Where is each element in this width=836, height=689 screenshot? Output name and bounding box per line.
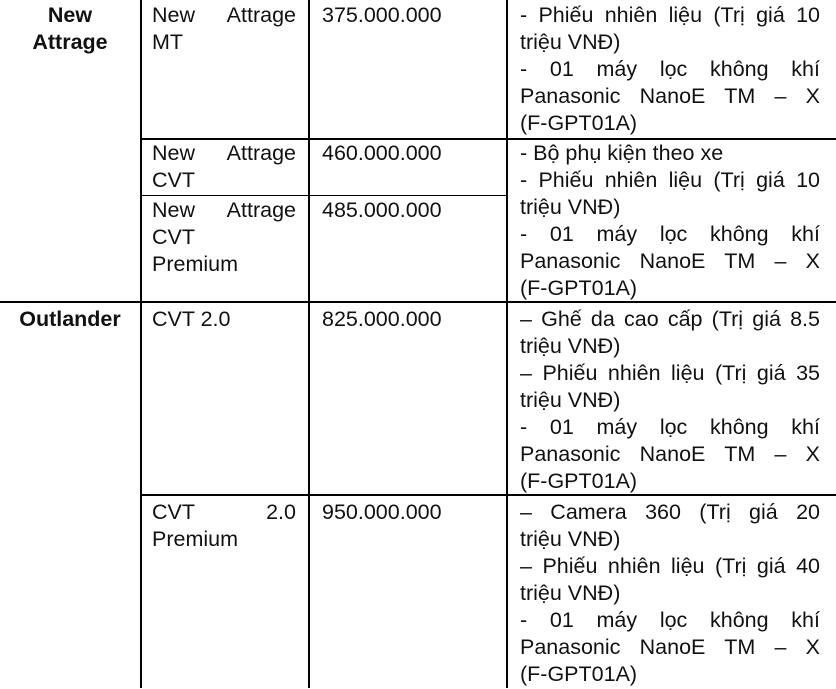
model-name-line: Outlander xyxy=(19,307,121,331)
gift-line: Panasonic NanoE TM – X xyxy=(520,635,820,659)
gift-list xyxy=(520,140,820,302)
price-cell xyxy=(308,195,506,302)
variant-name-line: CVT xyxy=(152,225,195,250)
price-cell xyxy=(308,495,506,689)
variant-cell xyxy=(140,0,308,138)
gift-line: Panasonic NanoE TM – X xyxy=(520,84,820,108)
column-divider xyxy=(506,0,508,688)
variant-cell xyxy=(140,495,308,689)
variant-name-line: New Attrage xyxy=(152,198,296,223)
variant-name xyxy=(152,197,296,278)
row-divider xyxy=(142,195,506,196)
variant-name xyxy=(152,140,296,194)
gift-list xyxy=(520,499,820,688)
gift-line: (F-GPT01A) xyxy=(520,662,638,686)
gift-line: - Bộ phụ kiện theo xe xyxy=(520,141,724,165)
column-divider xyxy=(140,0,142,688)
gift-line: triệu VNĐ) xyxy=(520,30,621,54)
gift-list xyxy=(520,2,820,137)
model-group-cell-new-attrage xyxy=(0,0,140,302)
variant-name xyxy=(152,2,296,56)
variant-name-line: Premium xyxy=(152,252,239,277)
variant-cell xyxy=(140,302,308,495)
price-value: 485.000.000 xyxy=(322,198,442,223)
gift-line: triệu VNĐ) xyxy=(520,388,621,412)
gift-line: triệu VNĐ) xyxy=(520,527,621,551)
variant-name-line: CVT xyxy=(152,168,195,192)
table-row xyxy=(0,0,836,138)
gift-cell xyxy=(506,138,836,302)
gift-line: (F-GPT01A) xyxy=(520,276,638,300)
gift-line: - Phiếu nhiên liệu (Trị giá 10 xyxy=(520,168,820,192)
variant-name xyxy=(152,499,296,553)
gift-line: triệu VNĐ) xyxy=(520,195,621,219)
model-name-line: New xyxy=(47,3,93,27)
price-cell xyxy=(308,302,506,495)
gift-line: - Phiếu nhiên liệu (Trị giá 10 xyxy=(520,3,820,27)
gift-line: Panasonic NanoE TM – X xyxy=(520,442,820,466)
gift-cell xyxy=(506,0,836,138)
table-row xyxy=(0,302,836,495)
price-value: 460.000.000 xyxy=(322,141,442,165)
model-group-cell-outlander xyxy=(0,302,140,689)
gift-line: (F-GPT01A) xyxy=(520,111,638,135)
model-name-line: Attrage xyxy=(32,30,108,54)
gift-line: – Phiếu nhiên liệu (Trị giá 35 xyxy=(520,361,820,385)
gift-line: – Phiếu nhiên liệu (Trị giá 40 xyxy=(520,554,820,578)
gift-line: – Ghế da cao cấp (Trị giá 8.5 xyxy=(520,307,820,331)
gift-line: Panasonic NanoE TM – X xyxy=(520,249,820,273)
gift-cell xyxy=(506,302,836,495)
model-name xyxy=(0,306,140,333)
variant-cell xyxy=(140,138,308,195)
gift-line: (F-GPT01A) xyxy=(520,469,638,493)
gift-list xyxy=(520,306,820,495)
row-divider xyxy=(0,301,836,303)
gift-line: triệu VNĐ) xyxy=(520,334,621,358)
gift-line: - 01 máy lọc không khí xyxy=(520,222,820,246)
variant-name-line: New Attrage xyxy=(152,3,296,27)
variant-name xyxy=(152,306,296,333)
gift-line: - 01 máy lọc không khí xyxy=(520,57,820,81)
variant-cell xyxy=(140,195,308,302)
variant-name-line: Premium xyxy=(152,527,239,551)
gift-line: triệu VNĐ) xyxy=(520,581,621,605)
variant-name-line: CVT 2.0 xyxy=(152,307,231,331)
gift-cell xyxy=(506,495,836,689)
variant-name-line: MT xyxy=(152,30,184,54)
variant-name-line: CVT 2.0 xyxy=(152,500,296,524)
gift-line: – Camera 360 (Trị giá 20 xyxy=(520,500,820,524)
price-cell xyxy=(308,138,506,195)
price-value: 950.000.000 xyxy=(322,500,442,524)
model-name xyxy=(0,2,140,56)
variant-name-line: New Attrage xyxy=(152,141,296,165)
gift-line: - 01 máy lọc không khí xyxy=(520,608,820,632)
row-divider xyxy=(142,138,836,140)
row-divider xyxy=(142,494,836,496)
gift-line: - 01 máy lọc không khí xyxy=(520,415,820,439)
price-cell xyxy=(308,0,506,138)
column-divider xyxy=(308,0,310,688)
price-value: 825.000.000 xyxy=(322,307,442,331)
price-value: 375.000.000 xyxy=(322,3,442,27)
